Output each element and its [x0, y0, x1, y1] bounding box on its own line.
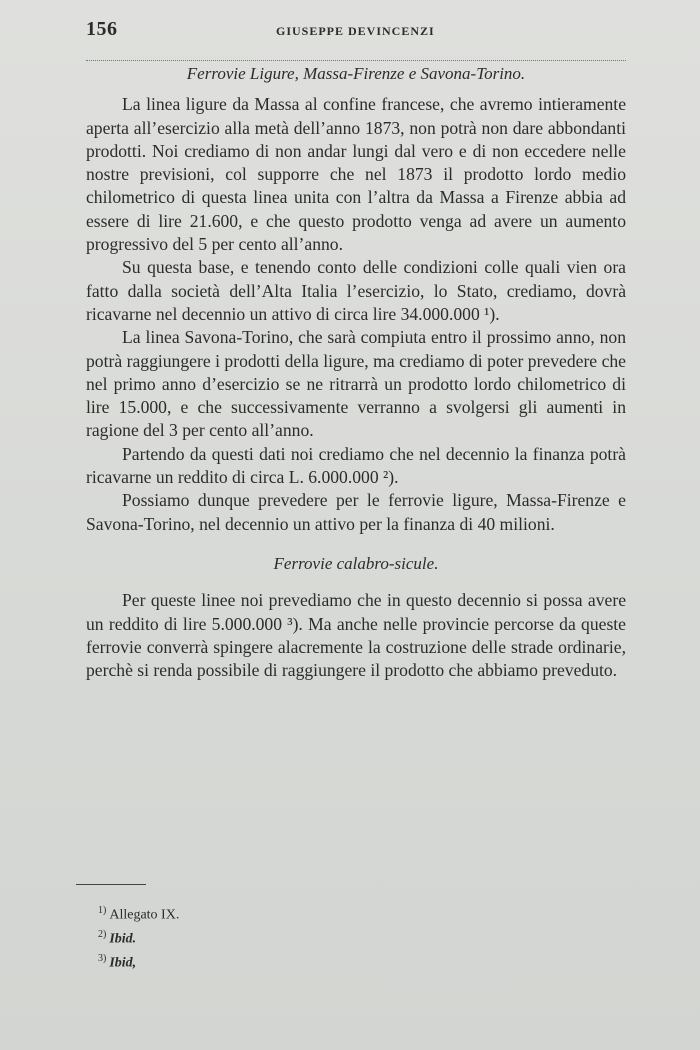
section-title-ligure: Ferrovie Ligure, Massa-Firenze e Savona-Torino. [186, 64, 526, 83]
page-number: 156 [86, 18, 118, 40]
footnote-rule [76, 884, 146, 885]
footnote-text: Allegato IX. [109, 907, 180, 923]
footnote-2 [98, 925, 398, 949]
footnote-mark: 2) [98, 929, 107, 941]
paragraph: La linea ligure da Massa al confine francese, che avremo intieramente aperta all’esercizio alla metà dell’anno 1873, non potrà non dare abbondanti prodotti. Noi crediamo di non andar lungi dal vero e di non eccedere nelle nostre previsioni, col supporre che nel 1873 il prodotto lordo medio chilometrico di questa linea unita con l’altra da Massa a Firenze abbia ad essere di lire 21.600, e che questo prodotto venga ad avere un aumento progressivo del 5 per cento all’anno. [86, 94, 626, 255]
footnote-mark: 1) [98, 905, 107, 916]
paragraph: Partendo da questi dati noi crediamo che nel decennio la finanza potrà ricavarne un reddito di circa L. 6.000.000 ²). [86, 443, 626, 488]
paragraph: Su questa base, e tenendo conto delle condizioni colle quali vien ora fatto dalla società dell’Alta Italia l’esercizio, lo Stato, crediamo, dovrà ricavarne nel decennio un attivo di circa lire 34.000.000 ¹). [86, 257, 626, 324]
footnote-mark: 3) [98, 953, 107, 965]
section-title-calabro-sicule: Ferrovie calabro-sicule. [273, 553, 439, 573]
page-header [86, 18, 631, 46]
running-head: GIUSEPPE DEVINCENZI [276, 24, 435, 38]
paragraph: Possiamo dunque prevedere per le ferrovie ligure, Massa-Firenze e Savona-Torino, nel decennio un attivo per la finanza di 40 milioni. [86, 490, 626, 534]
footnote-text: Ibid, [109, 955, 137, 971]
paragraph: La linea Savona-Torino, che sarà compiuta entro il prossimo anno, non potrà raggiungere i prodotti della ligure, ma crediamo di poter prevedere che nel primo anno d’esercizio se ne ritrarrà un prodotto lordo chilometrico di lire 15.000, e che successivamente verranno a svolgersi gli aumenti in ragione del 3 per cento all’anno. [86, 327, 626, 441]
footnote-1 [98, 901, 398, 925]
footnotes [98, 901, 398, 973]
footnote-3 [98, 949, 398, 973]
footnote-text: Ibid. [109, 931, 137, 947]
page-body [86, 60, 626, 682]
paragraph: Per queste linee noi prevediamo che in questo decennio si possa avere un reddito di lire 5.000.000 ³). Ma anche nelle provincie percorse da queste ferrovie converrà spingere alacremente la costruzione delle strade ordinarie, perchè si renda possibile di raggiungere il prodotto che abbiamo preveduto. [86, 590, 626, 681]
